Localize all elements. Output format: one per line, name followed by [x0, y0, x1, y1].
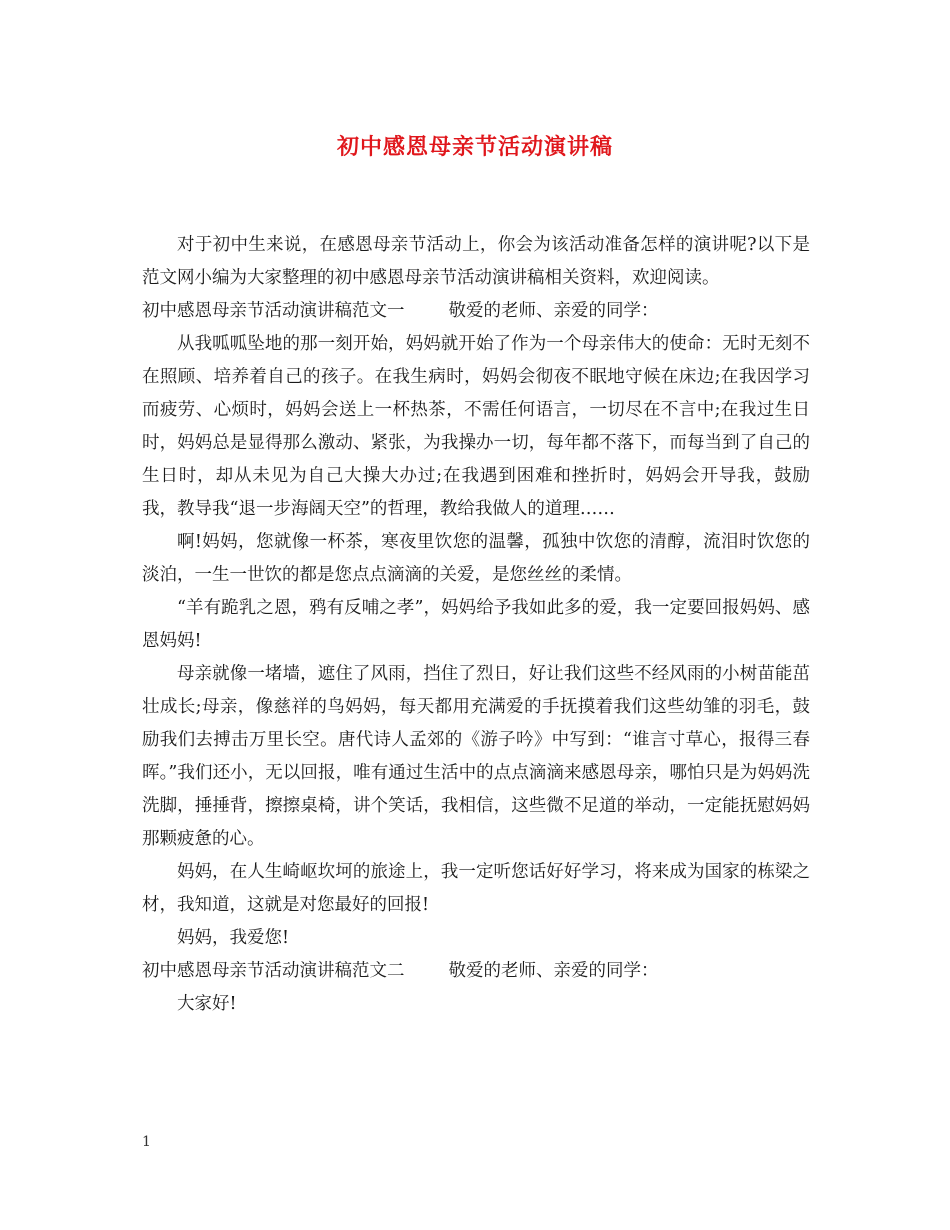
page-number: 1	[142, 1134, 151, 1150]
section-heading-1	[142, 295, 810, 328]
section1-paragraph-1: 从我呱呱坠地的那一刻开始，妈妈就开始了作为一个母亲伟大的使命：无时无刻不在照顾、培养着自己的孩子。在我生病时，妈妈会彻夜不眠地守候在床边;在我因学习而疲劳、心烦时，妈妈会送上一杯热茶，不需任何语言，一切尽在不言中;在我过生日时，妈妈总是显得那么激动、紧张，为我操办一切，每年都不落下，而每当到了自己的生日时，却从未见为自己大操大办过;在我遇到困难和挫折时，妈妈会开导我，鼓励我，教导我“退一步海阔天空”的哲理，教给我做人的道理……	[142, 334, 810, 519]
section1-paragraph-4: 母亲就像一堵墙，遮住了风雨，挡住了烈日，好让我们这些不经风雨的小树苗能茁壮成长;母亲，像慈祥的鸟妈妈，每天都用充满爱的手抚摸着我们这些幼雏的羽毛，鼓励我们去搏击万里长空。唐代诗人孟郊的《游子吟》中写到：“谁言寸草心，报得三春晖。”我们还小，无以回报，唯有通过生活中的点点滴滴来感恩母亲，哪怕只是为妈妈洗洗脚，捶捶背，擦擦桌椅，讲个笑话，我相信，这些微不足道的举动，一定能抚慰妈妈那颗疲惫的心。	[142, 664, 810, 849]
document-body	[142, 229, 810, 1021]
section-title-2: 初中感恩母亲节活动演讲稿范文二	[142, 961, 405, 981]
section1-paragraph-5: 妈妈，在人生崎岖坎坷的旅途上，我一定听您话好好学习，将来成为国家的栋梁之材，我知道，这就是对您最好的回报!	[142, 862, 810, 915]
intro-paragraph: 对于初中生来说，在感恩母亲节活动上，你会为该活动准备怎样的演讲呢?以下是范文网小编为大家整理的初中感恩母亲节活动演讲稿相关资料，欢迎阅读。	[142, 235, 810, 288]
section-heading-2	[142, 955, 810, 988]
section2-paragraph-1: 大家好!	[177, 994, 237, 1014]
section1-paragraph-3: “羊有跪乳之恩，鸦有反哺之孝”，妈妈给予我如此多的爱，我一定要回报妈妈、感恩妈妈!	[142, 598, 810, 651]
section1-paragraph-6: 妈妈，我爱您!	[177, 928, 290, 948]
section-greeting-1: 敬爱的老师、亲爱的同学：	[448, 301, 659, 321]
section-greeting-2: 敬爱的老师、亲爱的同学：	[448, 961, 659, 981]
document-title: 初中感恩母亲节活动演讲稿	[336, 134, 613, 160]
section-title-1: 初中感恩母亲节活动演讲稿范文一	[142, 301, 405, 321]
section1-paragraph-2: 啊!妈妈，您就像一杯茶，寒夜里饮您的温馨，孤独中饮您的清醇，流泪时饮您的淡泊，一生一世饮的都是您点点滴滴的关爱，是您丝丝的柔情。	[142, 532, 810, 585]
